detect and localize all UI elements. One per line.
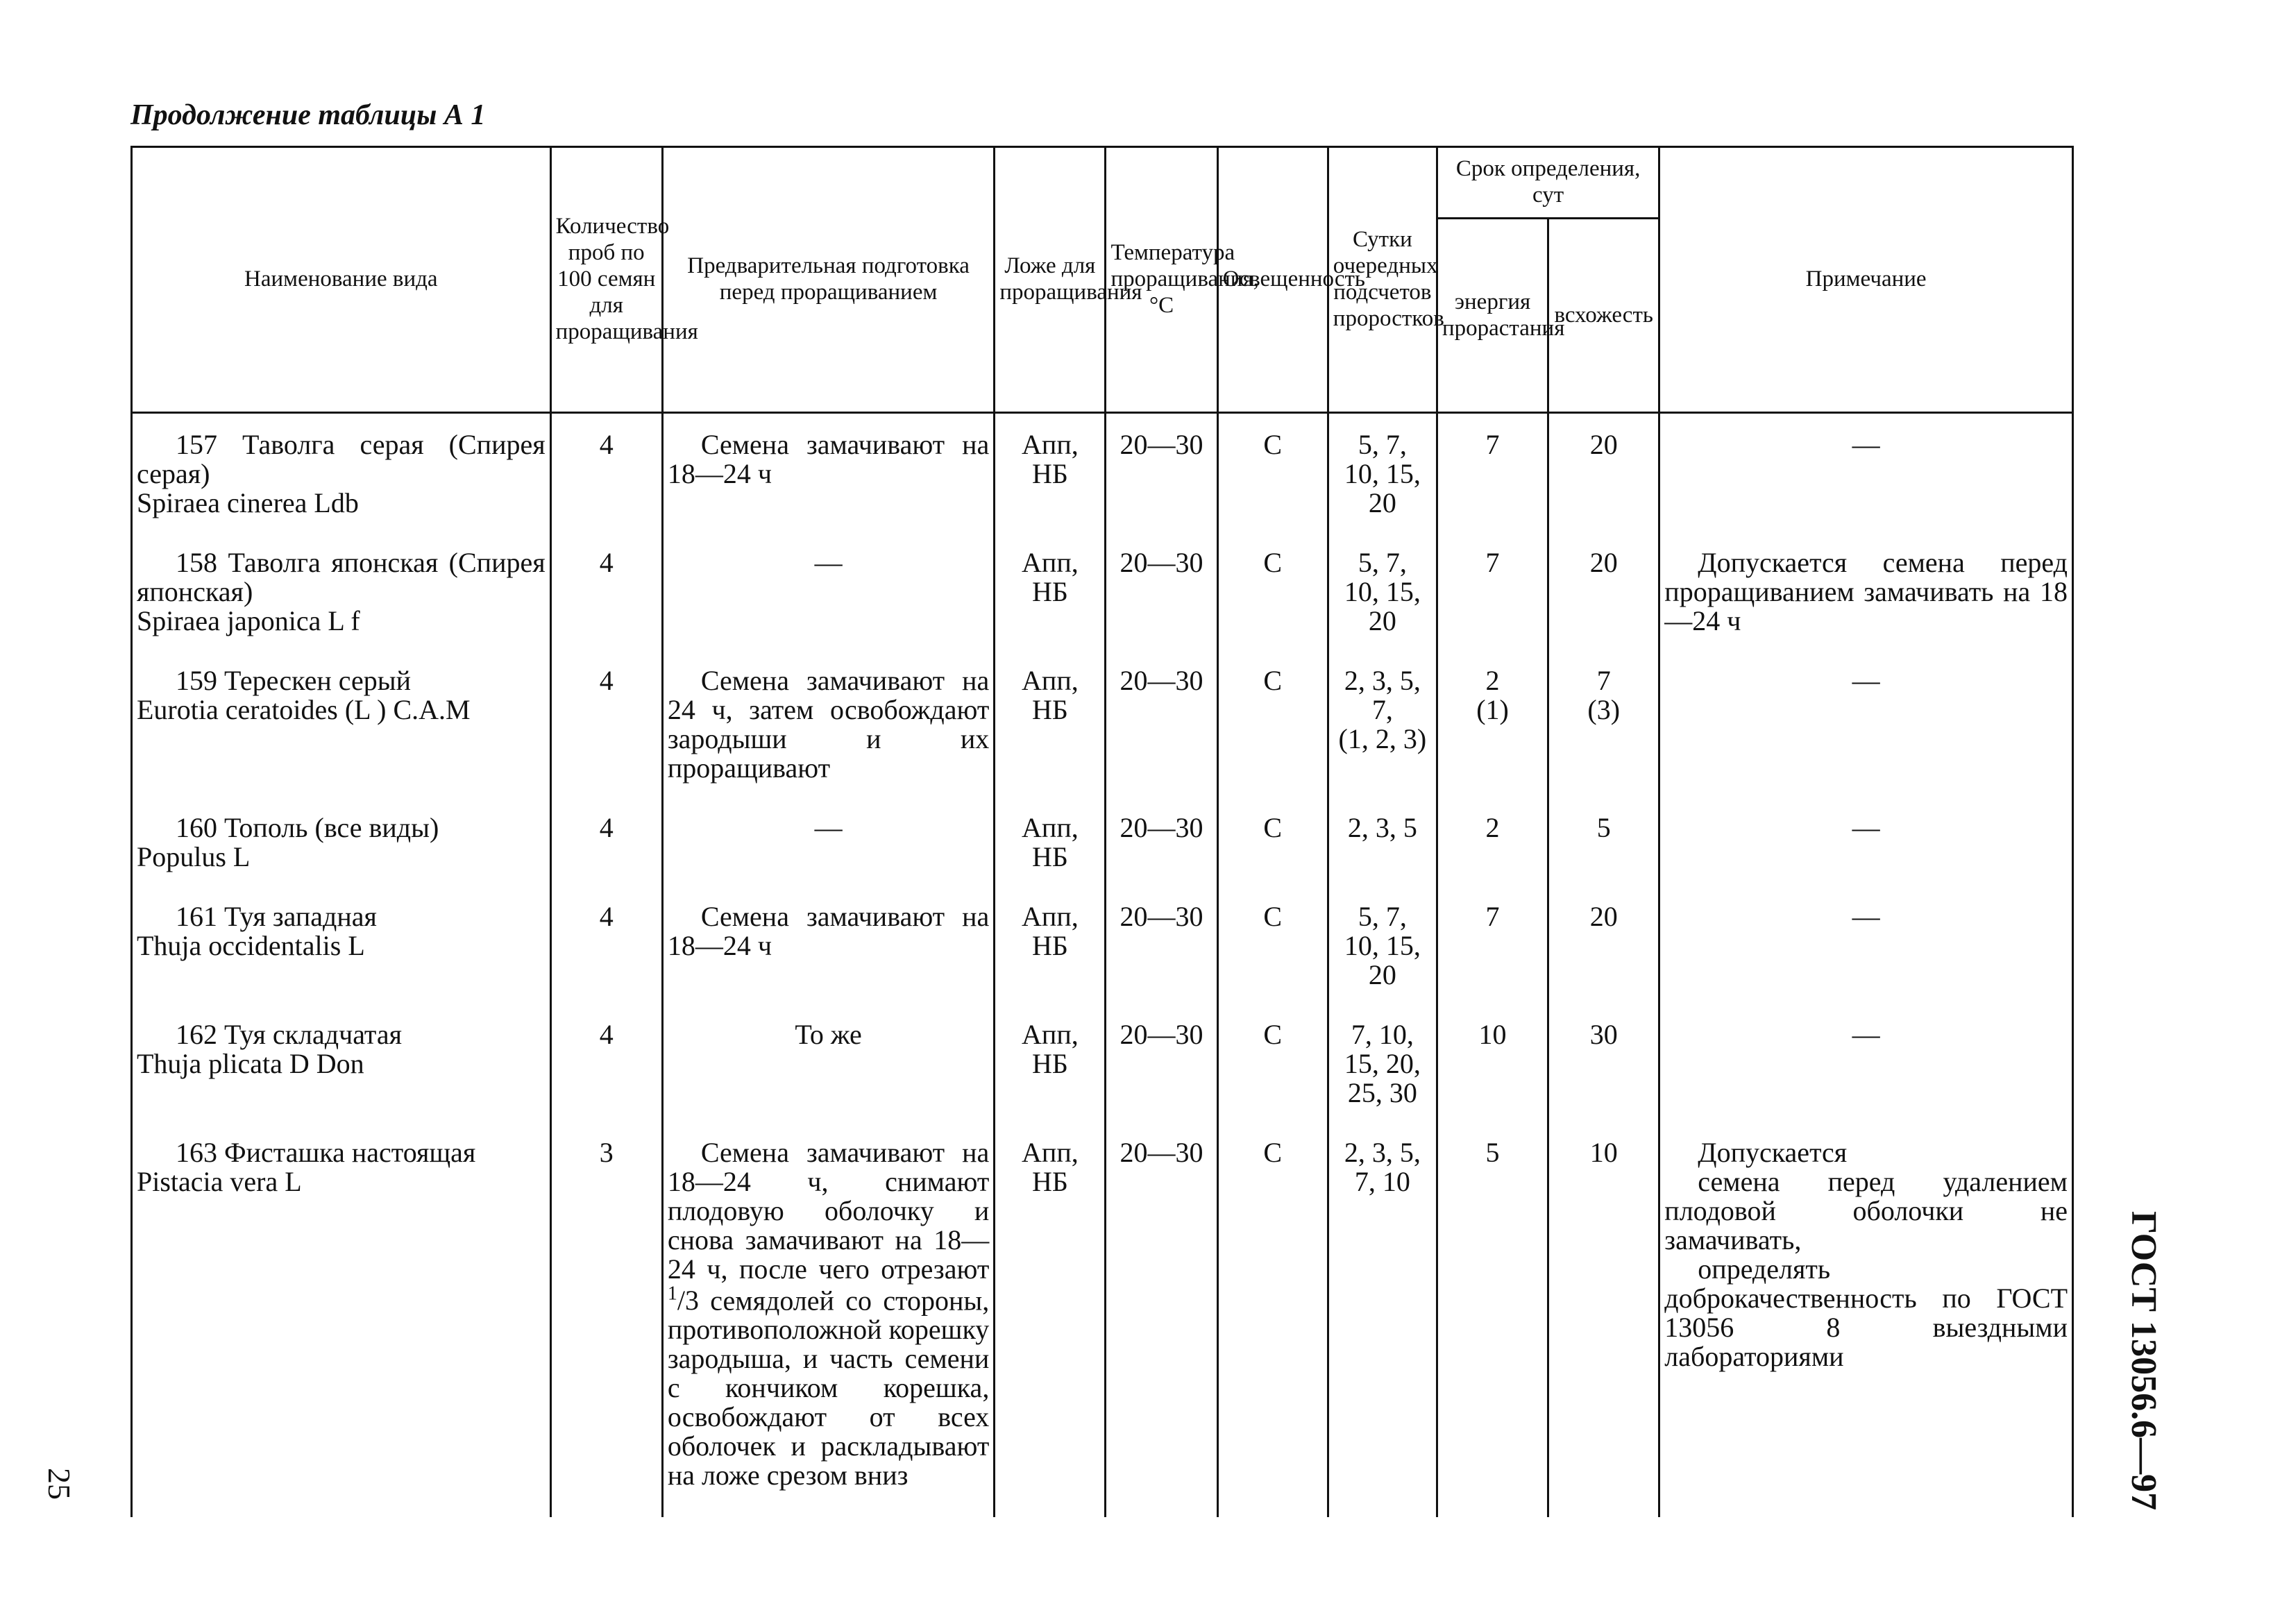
energy-term: 5 (1437, 1126, 1548, 1517)
count-days: 2, 3, 5, 7, 10 (1328, 1126, 1437, 1517)
table-row (132, 654, 2073, 801)
temperature: 20—30 (1106, 536, 1217, 654)
species-name-ru: 157 Таволга серая (Спирея серая) (137, 429, 546, 489)
species-name-cell (132, 536, 551, 654)
germination-term: 7 (3) (1548, 654, 1659, 801)
species-name-lat: Spiraea japonica L f (137, 605, 360, 636)
preparation-text (662, 654, 995, 801)
species-name-ru: 158 Таволга японская (Спирея японская) (137, 547, 546, 607)
species-name-ru: 159 Терескен серый (176, 665, 412, 696)
sample-count: 4 (550, 413, 662, 536)
germination-term: 20 (1548, 413, 1659, 536)
note-text: — (1659, 801, 2073, 890)
germination-term: 5 (1548, 801, 1659, 890)
germination-term: 20 (1548, 890, 1659, 1008)
preparation-text-content: Семена замачивают на 24 ч, затем освобождают зародыши и их проращивают (667, 665, 990, 784)
temperature: 20—30 (1106, 1126, 1217, 1517)
table-caption: Продолжение таблицы А 1 (130, 99, 486, 131)
species-name-ru: 162 Туя складчатая (176, 1019, 403, 1050)
sample-count: 3 (550, 1126, 662, 1517)
header-note: Примечание (1659, 147, 2073, 413)
temperature: 20—30 (1106, 654, 1217, 801)
species-name-lat: Thuja occidentalis L (137, 930, 365, 961)
species-name-lat: Thuja plicata D Don (137, 1048, 364, 1079)
energy-term: 7 (1437, 890, 1548, 1008)
preparation-part1: Семена замачивают на 18—24 ч, снимают плодовую оболочку и снова замачивают на 18—24 ч, после чего отрезают (667, 1137, 990, 1285)
germination-term: 20 (1548, 536, 1659, 654)
species-name-cell (132, 1008, 551, 1126)
header-name: Наименование вида (132, 147, 551, 413)
count-days: 5, 7, 10, 15, 20 (1328, 413, 1437, 536)
species-name-cell (132, 654, 551, 801)
temperature: 20—30 (1106, 801, 1217, 890)
sample-count: 4 (550, 801, 662, 890)
note-text: Допускается семена перед проращиванием замачивать на 18—24 ч (1664, 547, 2068, 636)
note-text: — (1659, 654, 2073, 801)
note-cell (1659, 1126, 2073, 1517)
bed-type: Апп, НБ (995, 801, 1106, 890)
table-row (132, 801, 2073, 890)
preparation-text-content: Семена замачивают на 18—24 ч (667, 429, 990, 489)
lighting: С (1217, 1008, 1328, 1126)
temperature: 20—30 (1106, 1008, 1217, 1126)
bed-type: Апп, НБ (995, 536, 1106, 654)
sample-count: 4 (550, 536, 662, 654)
species-name-cell (132, 413, 551, 536)
lighting: С (1217, 1126, 1328, 1517)
preparation-text: — (662, 801, 995, 890)
species-name-cell (132, 890, 551, 1008)
header-term: Срок определения, сут (1437, 147, 1659, 219)
header-prep: Предварительная подготовка перед проращиванием (662, 147, 995, 413)
bed-type: Апп, НБ (995, 413, 1106, 536)
sample-count: 4 (550, 890, 662, 1008)
preparation-text (662, 1126, 995, 1517)
lighting: С (1217, 654, 1328, 801)
count-days: 2, 3, 5 (1328, 801, 1437, 890)
bed-type: Апп, НБ (995, 890, 1106, 1008)
sample-count: 4 (550, 654, 662, 801)
note-cell (1659, 536, 2073, 654)
count-days: 5, 7, 10, 15, 20 (1328, 890, 1437, 1008)
table-row (132, 536, 2073, 654)
lighting: С (1217, 890, 1328, 1008)
lighting: С (1217, 413, 1328, 536)
germination-term: 10 (1548, 1126, 1659, 1517)
note-text: — (1659, 890, 2073, 1008)
bed-type: Апп, НБ (995, 654, 1106, 801)
temperature: 20—30 (1106, 413, 1217, 536)
header-energy: энергия прорастания (1437, 219, 1548, 413)
fraction-denominator: 3 (684, 1285, 699, 1317)
header-bed: Ложе для проращивания (995, 147, 1106, 413)
count-days: 2, 3, 5, 7, (1, 2, 3) (1328, 654, 1437, 801)
species-name-ru: 161 Туя западная (176, 901, 377, 932)
species-name-cell (132, 1126, 551, 1517)
preparation-text-content: Семена замачивают на 18—24 ч (667, 901, 990, 961)
preparation-text (662, 413, 995, 536)
fraction-one-third: $^1$/3 (667, 1283, 699, 1317)
table-row (132, 1008, 2073, 1126)
preparation-text (662, 890, 995, 1008)
bed-type: Апп, НБ (995, 1126, 1106, 1517)
note-text: — (1659, 413, 2073, 536)
species-name-ru: 163 Фисташка настоящая (176, 1137, 476, 1168)
table-row (132, 1126, 2073, 1517)
standard-code: ГОСТ 13056.6—97 (2124, 1211, 2163, 1511)
germination-term: 30 (1548, 1008, 1659, 1126)
species-name-lat: Populus L (137, 841, 251, 872)
page-number: 25 (42, 1468, 77, 1500)
species-name-lat: Eurotia ceratoides (L ) C.A.M (137, 694, 471, 725)
energy-term: 2 (1) (1437, 654, 1548, 801)
energy-term: 7 (1437, 413, 1548, 536)
preparation-part2: семядолей со стороны, противоположной корешку зародыша, и часть семени с кончиком корешка, освобождают от всех оболочек и раскладывают на ложе срезом вниз (667, 1285, 990, 1491)
germination-table (130, 146, 2074, 1517)
energy-term: 7 (1437, 536, 1548, 654)
table-row (132, 413, 2073, 536)
energy-term: 10 (1437, 1008, 1548, 1126)
note-line-3: определять доброкачественность по ГОСТ 13056 8 выездными лабораториями (1664, 1253, 2068, 1372)
preparation-text: То же (662, 1008, 995, 1126)
temperature: 20—30 (1106, 890, 1217, 1008)
count-days: 5, 7, 10, 15, 20 (1328, 536, 1437, 654)
note-line-2: семена перед удалением плодовой оболочки не замачивать, (1664, 1166, 2068, 1255)
species-name-lat: Spiraea cinerea Ldb (137, 487, 359, 518)
fraction-numerator: 1 (667, 1283, 677, 1305)
species-name-lat: Pistacia vera L (137, 1166, 302, 1197)
energy-term: 2 (1437, 801, 1548, 890)
header-light: Освещенность (1217, 147, 1328, 413)
preparation-text: — (662, 536, 995, 654)
note-line-1: Допускается (1698, 1137, 1848, 1168)
count-days: 7, 10, 15, 20, 25, 30 (1328, 1008, 1437, 1126)
header-days: Сутки очередных подсчетов проростков (1328, 147, 1437, 413)
bed-type: Апп, НБ (995, 1008, 1106, 1126)
lighting: С (1217, 536, 1328, 654)
preparation-text-content (668, 1138, 990, 1490)
species-name-ru: 160 Тополь (все виды) (176, 812, 439, 843)
header-temp: Температура проращивания, °С (1106, 147, 1217, 413)
table-row (132, 890, 2073, 1008)
lighting: С (1217, 801, 1328, 890)
header-count: Количество проб по 100 семян для проращивания (550, 147, 662, 413)
sample-count: 4 (550, 1008, 662, 1126)
note-text: — (1659, 1008, 2073, 1126)
species-name-cell (132, 801, 551, 890)
header-germ: всхожесть (1548, 219, 1659, 413)
